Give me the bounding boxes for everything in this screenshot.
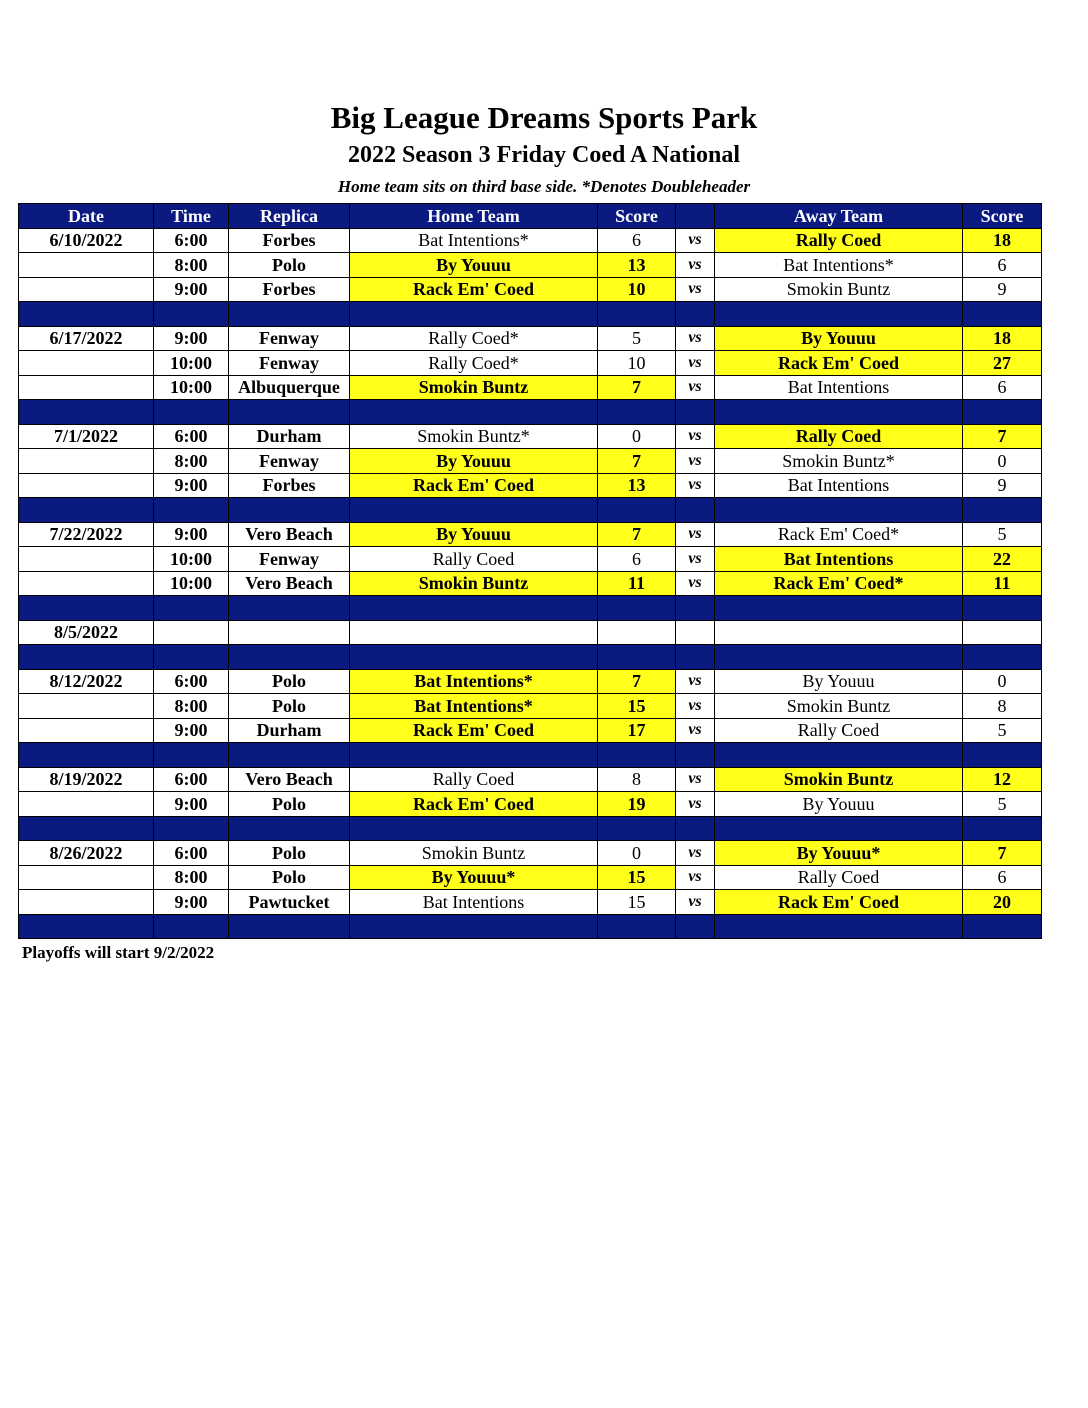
schedule-body — [19, 228, 1042, 939]
date-cell — [19, 865, 154, 890]
separator-cell — [154, 816, 229, 841]
separator-cell — [715, 596, 963, 621]
time-cell: 9:00 — [154, 718, 229, 743]
home-score-cell: 13 — [598, 253, 676, 278]
away-team-cell — [715, 620, 963, 645]
replica-cell: Polo — [229, 865, 350, 890]
separator-cell — [676, 914, 715, 939]
time-cell: 6:00 — [154, 669, 229, 694]
away-team-cell: Rally Coed — [715, 228, 963, 253]
separator-row — [19, 816, 1042, 841]
home-score-cell: 7 — [598, 375, 676, 400]
time-cell: 8:00 — [154, 253, 229, 278]
away-score-cell: 5 — [963, 792, 1042, 817]
home-score-cell — [598, 620, 676, 645]
away-score-cell: 8 — [963, 694, 1042, 719]
separator-cell — [963, 743, 1042, 768]
separator-cell — [19, 498, 154, 523]
vs-cell: vs — [676, 424, 715, 449]
separator-cell — [676, 498, 715, 523]
table-row — [19, 424, 1042, 449]
away-team-cell: Rally Coed — [715, 718, 963, 743]
date-cell — [19, 694, 154, 719]
time-cell: 8:00 — [154, 694, 229, 719]
away-team-cell: Smokin Buntz — [715, 767, 963, 792]
home-score-cell: 11 — [598, 571, 676, 596]
home-team-cell: Rally Coed — [350, 767, 598, 792]
home-score-cell: 15 — [598, 694, 676, 719]
vs-cell: vs — [676, 277, 715, 302]
away-score-cell: 18 — [963, 228, 1042, 253]
table-row — [19, 865, 1042, 890]
time-cell: 8:00 — [154, 449, 229, 474]
home-score-cell: 6 — [598, 547, 676, 572]
separator-cell — [715, 498, 963, 523]
separator-cell — [676, 302, 715, 327]
replica-cell — [229, 620, 350, 645]
separator-cell — [350, 498, 598, 523]
separator-cell — [715, 816, 963, 841]
document-header — [0, 98, 1088, 199]
separator-cell — [154, 914, 229, 939]
table-row — [19, 694, 1042, 719]
separator-row — [19, 914, 1042, 939]
replica-cell: Polo — [229, 694, 350, 719]
separator-cell — [963, 645, 1042, 670]
separator-cell — [598, 743, 676, 768]
vs-cell: vs — [676, 473, 715, 498]
away-score-cell: 0 — [963, 449, 1042, 474]
separator-cell — [350, 914, 598, 939]
date-cell: 8/12/2022 — [19, 669, 154, 694]
home-score-cell: 17 — [598, 718, 676, 743]
separator-cell — [19, 596, 154, 621]
separator-cell — [154, 302, 229, 327]
away-score-cell: 9 — [963, 277, 1042, 302]
away-score-cell: 0 — [963, 669, 1042, 694]
replica-cell: Fenway — [229, 326, 350, 351]
home-score-cell: 0 — [598, 424, 676, 449]
separator-row — [19, 498, 1042, 523]
home-score-cell: 7 — [598, 669, 676, 694]
col-header-replica: Replica — [229, 204, 350, 229]
time-cell: 9:00 — [154, 792, 229, 817]
away-score-cell: 6 — [963, 253, 1042, 278]
home-score-cell: 13 — [598, 473, 676, 498]
separator-cell — [676, 400, 715, 425]
separator-row — [19, 645, 1042, 670]
replica-cell: Vero Beach — [229, 767, 350, 792]
separator-cell — [19, 743, 154, 768]
vs-cell: vs — [676, 792, 715, 817]
away-team-cell: Bat Intentions — [715, 375, 963, 400]
home-score-cell: 8 — [598, 767, 676, 792]
separator-cell — [229, 400, 350, 425]
date-cell: 7/1/2022 — [19, 424, 154, 449]
away-team-cell: By Youuu — [715, 326, 963, 351]
home-team-cell: Bat Intentions* — [350, 228, 598, 253]
table-row — [19, 449, 1042, 474]
separator-cell — [963, 498, 1042, 523]
replica-cell: Pawtucket — [229, 890, 350, 915]
away-score-cell: 20 — [963, 890, 1042, 915]
vs-cell: vs — [676, 890, 715, 915]
replica-cell: Fenway — [229, 547, 350, 572]
vs-cell: vs — [676, 694, 715, 719]
replica-cell: Forbes — [229, 228, 350, 253]
separator-cell — [963, 596, 1042, 621]
table-row — [19, 375, 1042, 400]
away-team-cell: Smokin Buntz — [715, 694, 963, 719]
home-team-cell: Smokin Buntz — [350, 571, 598, 596]
date-cell: 7/22/2022 — [19, 522, 154, 547]
separator-cell — [19, 645, 154, 670]
home-team-cell: Smokin Buntz — [350, 841, 598, 866]
table-header-row — [19, 204, 1042, 229]
separator-cell — [715, 302, 963, 327]
home-score-cell: 10 — [598, 277, 676, 302]
away-team-cell: Rack Em' Coed — [715, 890, 963, 915]
replica-cell: Fenway — [229, 449, 350, 474]
replica-cell: Polo — [229, 841, 350, 866]
away-score-cell — [963, 620, 1042, 645]
away-team-cell: Bat Intentions — [715, 547, 963, 572]
time-cell: 6:00 — [154, 424, 229, 449]
separator-cell — [229, 498, 350, 523]
time-cell — [154, 620, 229, 645]
separator-cell — [350, 400, 598, 425]
vs-cell: vs — [676, 326, 715, 351]
table-row — [19, 620, 1042, 645]
replica-cell: Durham — [229, 718, 350, 743]
home-team-cell — [350, 620, 598, 645]
replica-cell: Vero Beach — [229, 522, 350, 547]
separator-cell — [229, 914, 350, 939]
time-cell: 6:00 — [154, 228, 229, 253]
time-cell: 9:00 — [154, 326, 229, 351]
home-team-cell: By Youuu* — [350, 865, 598, 890]
home-team-cell: Smokin Buntz — [350, 375, 598, 400]
vs-cell — [676, 620, 715, 645]
separator-cell — [19, 914, 154, 939]
home-score-cell: 7 — [598, 522, 676, 547]
separator-cell — [350, 302, 598, 327]
home-team-cell: Rack Em' Coed — [350, 792, 598, 817]
home-team-cell: Bat Intentions — [350, 890, 598, 915]
schedule-table — [18, 203, 1042, 939]
replica-cell: Polo — [229, 253, 350, 278]
playoffs-note: Playoffs will start 9/2/2022 — [22, 943, 215, 962]
home-score-cell: 6 — [598, 228, 676, 253]
away-score-cell: 5 — [963, 718, 1042, 743]
col-header-away-score: Score — [963, 204, 1042, 229]
away-score-cell: 12 — [963, 767, 1042, 792]
separator-cell — [154, 400, 229, 425]
home-team-cell: Rally Coed* — [350, 326, 598, 351]
col-header-home-score: Score — [598, 204, 676, 229]
separator-cell — [715, 914, 963, 939]
vs-cell: vs — [676, 253, 715, 278]
vs-cell: vs — [676, 841, 715, 866]
separator-cell — [598, 596, 676, 621]
home-score-cell: 7 — [598, 449, 676, 474]
table-row — [19, 718, 1042, 743]
date-cell — [19, 890, 154, 915]
home-team-cell: Rack Em' Coed — [350, 718, 598, 743]
table-row — [19, 228, 1042, 253]
separator-cell — [229, 302, 350, 327]
home-team-cell: Smokin Buntz* — [350, 424, 598, 449]
separator-cell — [676, 743, 715, 768]
replica-cell: Fenway — [229, 351, 350, 376]
table-row — [19, 767, 1042, 792]
separator-cell — [598, 914, 676, 939]
time-cell: 10:00 — [154, 375, 229, 400]
separator-cell — [154, 645, 229, 670]
separator-row — [19, 596, 1042, 621]
vs-cell: vs — [676, 375, 715, 400]
table-row — [19, 277, 1042, 302]
separator-cell — [229, 816, 350, 841]
time-cell: 10:00 — [154, 351, 229, 376]
replica-cell: Polo — [229, 792, 350, 817]
date-cell — [19, 375, 154, 400]
separator-cell — [19, 816, 154, 841]
table-row — [19, 890, 1042, 915]
vs-cell: vs — [676, 767, 715, 792]
home-score-cell: 19 — [598, 792, 676, 817]
col-header-vs — [676, 204, 715, 229]
time-cell: 9:00 — [154, 522, 229, 547]
date-cell — [19, 253, 154, 278]
home-score-cell: 15 — [598, 865, 676, 890]
table-row — [19, 571, 1042, 596]
separator-cell — [676, 596, 715, 621]
replica-cell: Forbes — [229, 277, 350, 302]
away-team-cell: Smokin Buntz* — [715, 449, 963, 474]
date-cell — [19, 547, 154, 572]
away-team-cell: Bat Intentions — [715, 473, 963, 498]
separator-cell — [963, 914, 1042, 939]
date-cell: 8/26/2022 — [19, 841, 154, 866]
separator-cell — [715, 400, 963, 425]
separator-cell — [154, 743, 229, 768]
time-cell: 10:00 — [154, 547, 229, 572]
away-score-cell: 22 — [963, 547, 1042, 572]
away-team-cell: Rack Em' Coed — [715, 351, 963, 376]
separator-cell — [715, 645, 963, 670]
page-subtitle: 2022 Season 3 Friday Coed A National — [347, 142, 741, 168]
date-cell: 8/19/2022 — [19, 767, 154, 792]
home-team-cell: By Youuu — [350, 253, 598, 278]
schedule-note: Home team sits on third base side. *Denotes Doubleheader — [337, 177, 751, 196]
away-score-cell: 7 — [963, 424, 1042, 449]
date-cell — [19, 277, 154, 302]
away-team-cell: Smokin Buntz — [715, 277, 963, 302]
separator-cell — [19, 302, 154, 327]
separator-cell — [715, 743, 963, 768]
separator-row — [19, 302, 1042, 327]
home-score-cell: 5 — [598, 326, 676, 351]
home-team-cell: Bat Intentions* — [350, 669, 598, 694]
home-team-cell: Rack Em' Coed — [350, 473, 598, 498]
home-team-cell: Rally Coed — [350, 547, 598, 572]
vs-cell: vs — [676, 228, 715, 253]
separator-cell — [154, 596, 229, 621]
replica-cell: Durham — [229, 424, 350, 449]
date-cell: 6/10/2022 — [19, 228, 154, 253]
time-cell: 9:00 — [154, 473, 229, 498]
table-row — [19, 522, 1042, 547]
separator-cell — [598, 400, 676, 425]
separator-cell — [598, 498, 676, 523]
separator-cell — [676, 645, 715, 670]
vs-cell: vs — [676, 571, 715, 596]
time-cell: 6:00 — [154, 841, 229, 866]
col-header-home-team: Home Team — [350, 204, 598, 229]
separator-cell — [598, 302, 676, 327]
away-team-cell: By Youuu* — [715, 841, 963, 866]
time-cell: 9:00 — [154, 277, 229, 302]
table-row — [19, 547, 1042, 572]
time-cell: 6:00 — [154, 767, 229, 792]
table-row — [19, 326, 1042, 351]
table-row — [19, 792, 1042, 817]
time-cell: 10:00 — [154, 571, 229, 596]
home-score-cell: 10 — [598, 351, 676, 376]
vs-cell: vs — [676, 449, 715, 474]
away-team-cell: Rally Coed — [715, 865, 963, 890]
separator-cell — [350, 743, 598, 768]
separator-cell — [963, 816, 1042, 841]
home-team-cell: By Youuu — [350, 449, 598, 474]
home-score-cell: 0 — [598, 841, 676, 866]
separator-cell — [598, 816, 676, 841]
separator-cell — [229, 596, 350, 621]
away-team-cell: Rack Em' Coed* — [715, 522, 963, 547]
col-header-away-team: Away Team — [715, 204, 963, 229]
separator-cell — [350, 645, 598, 670]
date-cell — [19, 449, 154, 474]
away-score-cell: 27 — [963, 351, 1042, 376]
away-score-cell: 6 — [963, 865, 1042, 890]
away-score-cell: 5 — [963, 522, 1042, 547]
replica-cell: Forbes — [229, 473, 350, 498]
separator-cell — [229, 645, 350, 670]
page-title: Big League Dreams Sports Park — [330, 100, 758, 135]
away-team-cell: By Youuu — [715, 669, 963, 694]
away-team-cell: Bat Intentions* — [715, 253, 963, 278]
date-cell — [19, 351, 154, 376]
away-team-cell: Rally Coed — [715, 424, 963, 449]
separator-cell — [350, 596, 598, 621]
table-row — [19, 841, 1042, 866]
separator-cell — [350, 816, 598, 841]
date-cell — [19, 792, 154, 817]
col-header-time: Time — [154, 204, 229, 229]
vs-cell: vs — [676, 718, 715, 743]
home-team-cell: Bat Intentions* — [350, 694, 598, 719]
away-score-cell: 11 — [963, 571, 1042, 596]
table-row — [19, 253, 1042, 278]
separator-cell — [963, 400, 1042, 425]
away-score-cell: 6 — [963, 375, 1042, 400]
away-team-cell: Rack Em' Coed* — [715, 571, 963, 596]
separator-cell — [963, 302, 1042, 327]
col-header-date: Date — [19, 204, 154, 229]
date-cell — [19, 571, 154, 596]
vs-cell: vs — [676, 547, 715, 572]
replica-cell: Albuquerque — [229, 375, 350, 400]
vs-cell: vs — [676, 865, 715, 890]
away-score-cell: 9 — [963, 473, 1042, 498]
separator-cell — [598, 645, 676, 670]
table-row — [19, 473, 1042, 498]
date-cell: 6/17/2022 — [19, 326, 154, 351]
away-score-cell: 18 — [963, 326, 1042, 351]
table-row — [19, 669, 1042, 694]
separator-row — [19, 743, 1042, 768]
separator-cell — [154, 498, 229, 523]
home-team-cell: Rally Coed* — [350, 351, 598, 376]
away-team-cell: By Youuu — [715, 792, 963, 817]
date-cell — [19, 718, 154, 743]
home-team-cell: Rack Em' Coed — [350, 277, 598, 302]
time-cell: 8:00 — [154, 865, 229, 890]
home-team-cell: By Youuu — [350, 522, 598, 547]
vs-cell: vs — [676, 351, 715, 376]
date-cell — [19, 473, 154, 498]
home-score-cell: 15 — [598, 890, 676, 915]
separator-row — [19, 400, 1042, 425]
table-row — [19, 351, 1042, 376]
date-cell: 8/5/2022 — [19, 620, 154, 645]
separator-cell — [229, 743, 350, 768]
replica-cell: Vero Beach — [229, 571, 350, 596]
vs-cell: vs — [676, 669, 715, 694]
replica-cell: Polo — [229, 669, 350, 694]
separator-cell — [19, 400, 154, 425]
separator-cell — [676, 816, 715, 841]
vs-cell: vs — [676, 522, 715, 547]
time-cell: 9:00 — [154, 890, 229, 915]
away-score-cell: 7 — [963, 841, 1042, 866]
